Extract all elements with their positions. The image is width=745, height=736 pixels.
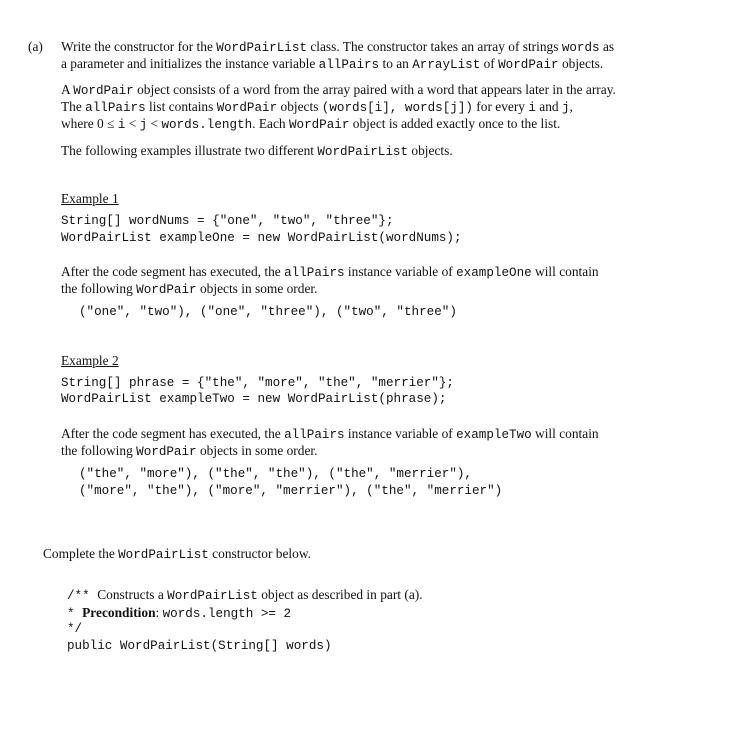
example-1-result: ("one", "two"), ("one", "three"), ("two", "three") bbox=[79, 305, 457, 319]
example-2-result-line-2: ("more", "the"), ("more", "merrier"), ("the", "merrier") bbox=[79, 484, 503, 498]
part-a-para2-line-2: The allPairs list contains WordPair objects (words[i], words[j]) for every i and j, bbox=[61, 99, 573, 115]
example-2-result-line-1: ("the", "more"), ("the", "the"), ("the", "merrier"), bbox=[79, 467, 472, 481]
part-label: (a) bbox=[28, 39, 43, 54]
javadoc-line-3: */ bbox=[67, 622, 83, 636]
part-a-line-1: Write the constructor for the WordPairList class. The constructor takes an array of strings words as bbox=[61, 39, 615, 55]
example-2-after-line-2: the following WordPair objects in some order. bbox=[61, 443, 318, 459]
example-2-after-line-1: After the code segment has executed, the allPairs instance variable of exampleTwo will contain bbox=[61, 426, 599, 442]
javadoc-line-1: /** Constructs a WordPairList object as described in part (a). bbox=[67, 587, 423, 603]
example-2-code-line-1: String[] phrase = {"the", "more", "the", "merrier"}; bbox=[61, 376, 454, 390]
example-1-heading: Example 1 bbox=[61, 191, 119, 206]
complete-instruction: Complete the WordPairList constructor below. bbox=[43, 546, 311, 562]
example-1-code-line-2: WordPairList exampleOne = new WordPairList(wordNums); bbox=[61, 231, 462, 245]
part-a-line-2: a parameter and initializes the instance variable allPairs to an ArrayList of WordPair objects. bbox=[61, 56, 604, 72]
part-a-para2-line-3: where 0 ≤ i < j < words.length. Each WordPair object is added exactly once to the list. bbox=[61, 116, 561, 132]
example-2-heading: Example 2 bbox=[61, 353, 119, 368]
example-2-code-line-2: WordPairList exampleTwo = new WordPairList(phrase); bbox=[61, 392, 447, 406]
javadoc-line-2: * Precondition: words.length >= 2 bbox=[67, 605, 292, 621]
constructor-signature: public WordPairList(String[] words) bbox=[67, 639, 332, 653]
part-a-para2-line-1: A WordPair object consists of a word from the array paired with a word that appears later in the array. bbox=[61, 82, 616, 98]
example-1-after-line-1: After the code segment has executed, the allPairs instance variable of exampleOne will contain bbox=[61, 264, 599, 280]
example-1-after-line-2: the following WordPair objects in some order. bbox=[61, 281, 318, 297]
part-a-para3: The following examples illustrate two different WordPairList objects. bbox=[61, 143, 453, 159]
example-1-code-line-1: String[] wordNums = {"one", "two", "three"}; bbox=[61, 214, 394, 228]
